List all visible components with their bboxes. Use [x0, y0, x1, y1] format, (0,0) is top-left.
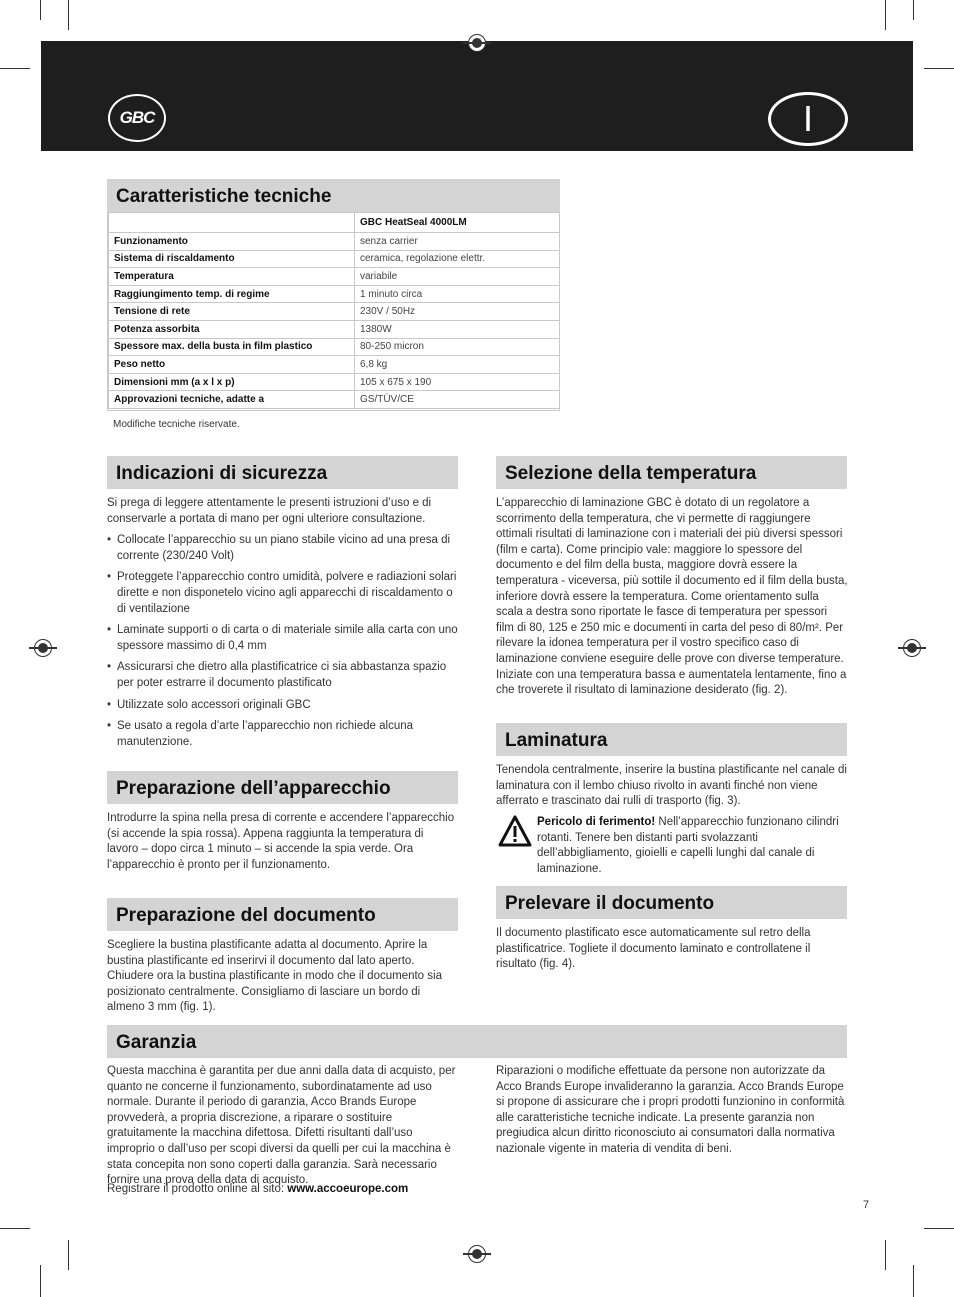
table-row — [109, 356, 560, 374]
remove-text: Il documento plastificato esce automaticamente sul retro della plastificatrice. Togliete il documento laminato e controllatene il risultato (fig. 4). — [496, 927, 811, 971]
spec-label: Peso netto — [109, 356, 355, 374]
safety-section — [107, 496, 459, 756]
table-row — [109, 250, 560, 268]
table-row — [109, 320, 560, 338]
list-item: • Assicurarsi che dietro alla plastificatrice ci sia abbastanza spazio per poter estrarre il documento plastificato — [107, 660, 459, 691]
lamination-warning — [537, 815, 849, 877]
spec-table-body — [109, 233, 560, 409]
table-row — [109, 303, 560, 321]
spec-label: Sistema di riscaldamento — [109, 250, 355, 268]
temperature-title: Selezione della temperatura — [496, 456, 847, 489]
crop-mark — [913, 0, 914, 20]
spec-label: Tensione di rete — [109, 303, 355, 321]
crop-mark — [68, 1240, 69, 1270]
crop-mark — [68, 0, 69, 30]
spec-value: senza carrier — [355, 233, 560, 251]
list-item: • Laminate supporti o di carta o di materiale simile alla carta con uno spessore massimo di 0,4 mm — [107, 623, 459, 654]
spec-value: 1 minuto circa — [355, 285, 560, 303]
registration-mark-icon — [903, 639, 921, 657]
prep-device-title: Preparazione dell’apparecchio — [107, 771, 458, 804]
table-header-row — [109, 213, 560, 233]
list-item: • Proteggete l’apparecchio contro umidità, polvere e radiazioni solari dirette e non disponetelo vicino agli apparecchi di riscaldamento o di ventilazione — [107, 570, 459, 617]
specs-title: Caratteristiche tecniche — [107, 179, 560, 212]
spec-value: 6,8 kg — [355, 356, 560, 374]
spec-value: 1380W — [355, 320, 560, 338]
crop-mark — [40, 0, 41, 20]
table-header-model: GBC HeatSeal 4000LM — [355, 213, 560, 233]
prep-device-text: Introdurre la spina nella presa di corrente e accendere l’apparecchio (si accende la spia rossa). Appena raggiunta la temperatura di lavoro – dopo circa 1 minuto – si accende la spia verde. Ora l’apparecchio è pronto per il funzionamento. — [107, 812, 455, 871]
table-row — [109, 373, 560, 391]
list-item: • Collocate l’apparecchio su un piano stabile vicino ad una presa di corrente (230/240 Volt) — [107, 533, 459, 564]
language-badge: I — [768, 92, 848, 146]
spec-label: Dimensioni mm (a x l x p) — [109, 373, 355, 391]
crop-mark — [885, 0, 886, 30]
spec-label: Temperatura — [109, 268, 355, 286]
crop-mark — [0, 68, 30, 69]
registration-mark-icon — [34, 639, 52, 657]
spec-label: Spessore max. della busta in film plastico — [109, 338, 355, 356]
table-row — [109, 233, 560, 251]
register-link[interactable]: www.accoeurope.com — [287, 1183, 409, 1195]
remove-title: Prelevare il documento — [496, 886, 847, 919]
table-row — [109, 285, 560, 303]
table-row — [109, 391, 560, 409]
warranty-left-text: Questa macchina è garantita per due anni dalla data di acquisto, per quanto ne concerne il funzionamento, subordinatamente ad uso normale. Durante il periodo di garanzia, Acco Brands Europe provvederà, a propria discrezione, a riparare o sostituire gratuitamente la macchina difettosa. Difetti risultanti dall’uso improprio o dall’uso per scopi diversi da quelli per cui la macchina è stata concepita non sono coperti dalla garanzia. Sarà necessario fornire una prova della data di acquisto. — [107, 1065, 456, 1187]
crop-mark — [924, 1228, 954, 1229]
crop-mark — [40, 1265, 41, 1297]
list-item: • Utilizzate solo accessori originali GBC — [107, 698, 459, 714]
spec-label: Approvazioni tecniche, adatte a — [109, 391, 355, 409]
temperature-text: L’apparecchio di laminazione GBC è dotato di un regolatore a scorrimento della temperatura, che vi permette di raggiungere ottimali risultati di laminazione con i materiali dei più diversi spessori (film e carta). Come principio vale: maggiore lo spessore del documento e del film della busta, maggiore dovrà essere la temperatura - viceversa, più sottile il documento ed il film della busta, inferiore dovrà essere la temperatura. Come orientamento sulla scala a destra sono riportate le fasce di temperatura per spessori film di 80, 125 e 250 mic e documenti in carta del peso di 80/m². Per rilevare la idonea temperatura per il vostro specifico caso di laminazione conviene eseguire delle prove con diverse temperature. Iniziate con una temperatura bassa e aumentatela lentamente, fino a che troverete il risultato di laminazione desiderato (fig. 2). — [496, 497, 848, 697]
gbc-logo: GBC — [108, 94, 166, 142]
crop-mark — [885, 1240, 886, 1270]
registration-mark-icon — [468, 34, 486, 52]
spec-label: Funzionamento — [109, 233, 355, 251]
safety-title: Indicazioni di sicurezza — [107, 456, 458, 489]
crop-mark — [924, 68, 954, 69]
register-prefix: Registrare il prodotto online al sito: — [107, 1183, 288, 1195]
spec-label: Potenza assorbita — [109, 320, 355, 338]
crop-mark — [0, 1228, 30, 1229]
warning-text: Nell’apparecchio funzionano cilindri rotanti. Tenere ben distanti parti svolazzanti dell’abbigliamento, gioielli e capelli lunghi dal canale di laminazione. — [537, 816, 839, 875]
safety-intro: Si prega di leggere attentamente le presenti istruzioni d’uso e di conservarle a portata di mano per ogni ulteriore consultazione. — [107, 497, 432, 525]
prep-doc-text: Scegliere la bustina plastificante adatta al documento. Aprire la bustina plastificante ed inserirvi il documento dal lato aperto. Chiudere ora la bustina plastificante in modo che il documento sia posizionato centralmente. Consigliamo di lasciare un bordo di almeno 3 mm (fig. 1). — [107, 939, 442, 1014]
lamination-title: Laminatura — [496, 723, 847, 756]
registration-mark-icon — [468, 1245, 486, 1263]
table-header-empty — [109, 213, 355, 233]
spec-value: GS/TÜV/CE — [355, 391, 560, 409]
warranty-title: Garanzia — [107, 1025, 847, 1058]
specs-note: Modifiche tecniche riservate. — [113, 419, 240, 430]
spec-value: 230V / 50Hz — [355, 303, 560, 321]
warranty-register — [107, 1182, 467, 1198]
spec-value: 80-250 micron — [355, 338, 560, 356]
spec-value: ceramica, regolazione elettr. — [355, 250, 560, 268]
page-number: 7 — [863, 1199, 870, 1211]
crop-mark — [913, 1265, 914, 1297]
spec-label: Raggiungimento temp. di regime — [109, 285, 355, 303]
warranty-right-text: Riparazioni o modifiche effettuate da persone non autorizzate da Acco Brands Europe invalideranno la garanzia. Acco Brands Europe si propone di assicurare che i propri prodotti funzionino in conformità alle caratteristiche tecniche indicate. La presente garanzia non pregiudica alcun diritto riconosciuto ai consumatori dalla normativa nazionale vigente in materia di vendita di beni. — [496, 1065, 845, 1155]
table-row — [109, 268, 560, 286]
spec-value: 105 x 675 x 190 — [355, 373, 560, 391]
spec-table — [108, 212, 560, 409]
safety-bullet-list — [107, 533, 459, 750]
list-item: • Se usato a regola d’arte l’apparecchio non richiede alcuna manutenzione. — [107, 719, 459, 750]
lamination-text: Tenendola centralmente, inserire la bustina plastificante nel canale di laminatura con il lembo chiuso rivolto in avanti finché non viene afferrato e trascinato dai rulli di trasporto (fig. 3). — [496, 764, 847, 808]
warning-label: Pericolo di ferimento! — [537, 816, 656, 828]
warning-triangle-icon — [498, 815, 532, 847]
spec-value: variabile — [355, 268, 560, 286]
table-row — [109, 338, 560, 356]
prep-doc-title: Preparazione del documento — [107, 898, 458, 931]
